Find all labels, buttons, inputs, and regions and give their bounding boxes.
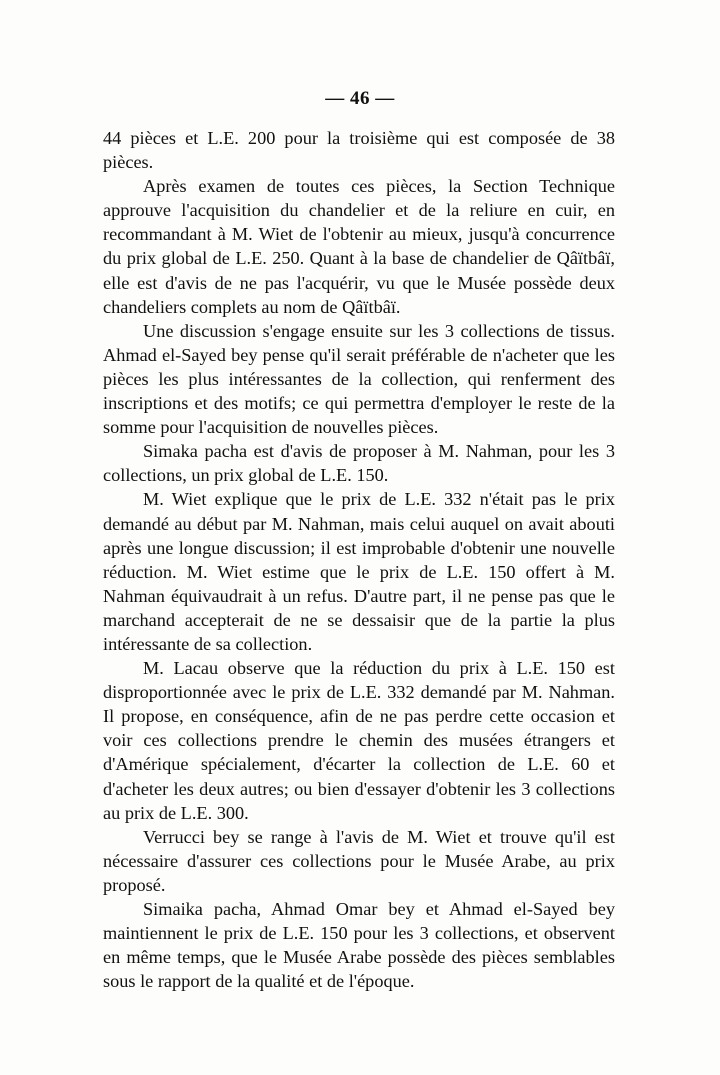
- paragraph-wiet-explanation: M. Wiet explique que le prix de L.E. 332 n'était pas le prix demandé au début par M. Nahman, mais celui auquel on avait abouti après une longue discussion; il est improbable d'obtenir une nouvelle réduction. M. Wiet estime que le prix de L.E. 150 offert à M. Nahman équivaudrait à un refus. D'autre part, il ne pense pas que le marchand accepterait de ne se dessaisir que de la partie la plus intéressante de sa collection.: [103, 489, 615, 654]
- paragraph-lacau-observation: M. Lacau observe que la réduction du prix à L.E. 150 est disproportionnée avec le prix de L.E. 332 demandé par M. Nahman. Il propose, en conséquence, afin de ne pas perdre cette occasion et voir ces collections prendre le chemin des musées étrangers et d'Amérique spécialement, d'écarter la collection de L.E. 60 et d'acheter les deux autres; ou bien d'essayer d'obtenir les 3 collections au prix de L.E. 300.: [103, 658, 615, 823]
- page-number: — 46 —: [325, 88, 395, 109]
- paragraph-verrucci-opinion: Verrucci bey se range à l'avis de M. Wiet et trouve qu'il est nécessaire d'assurer ces collections pour le Musée Arabe, au prix proposé.: [103, 826, 615, 895]
- paragraph-continuation: 44 pièces et L.E. 200 pour la troisième qui est composée de 38 pièces.: [103, 128, 615, 173]
- paragraph-section-technique: Après examen de toutes ces pièces, la Section Technique approuve l'acquisition du chandelier et de la reliure en cuir, en recommandant à M. Wiet de l'obtenir au mieux, jusqu'à concurrence du prix global de L.E. 250. Quant à la base de chandelier de Qâïtbâï, elle est d'avis de ne pas l'acquérir, vu que le Musée possède deux chandeliers complets au nom de Qâïtbâï.: [103, 176, 615, 317]
- body-text: [103, 126, 615, 993]
- paragraph-simaka-proposal: Simaka pacha est d'avis de proposer à M. Nahman, pour les 3 collections, un prix global de L.E. 150.: [103, 441, 615, 486]
- paragraph-discussion-tissus: Une discussion s'engage ensuite sur les 3 collections de tissus. Ahmad el-Sayed bey pense qu'il serait préférable de n'acheter que les pièces les plus intéressantes de la collection, qui renferment des inscriptions et des motifs; ce qui permettra d'employer le reste de la somme pour l'acquisition de nouvelles pièces.: [103, 320, 615, 438]
- paragraph-final-position: Simaika pacha, Ahmad Omar bey et Ahmad el-Sayed bey maintiennent le prix de L.E. 150 pour les 3 collections, et observent en même temps, que le Musée Arabe possède des pièces semblables sous le rapport de la qualité et de l'époque.: [103, 899, 615, 992]
